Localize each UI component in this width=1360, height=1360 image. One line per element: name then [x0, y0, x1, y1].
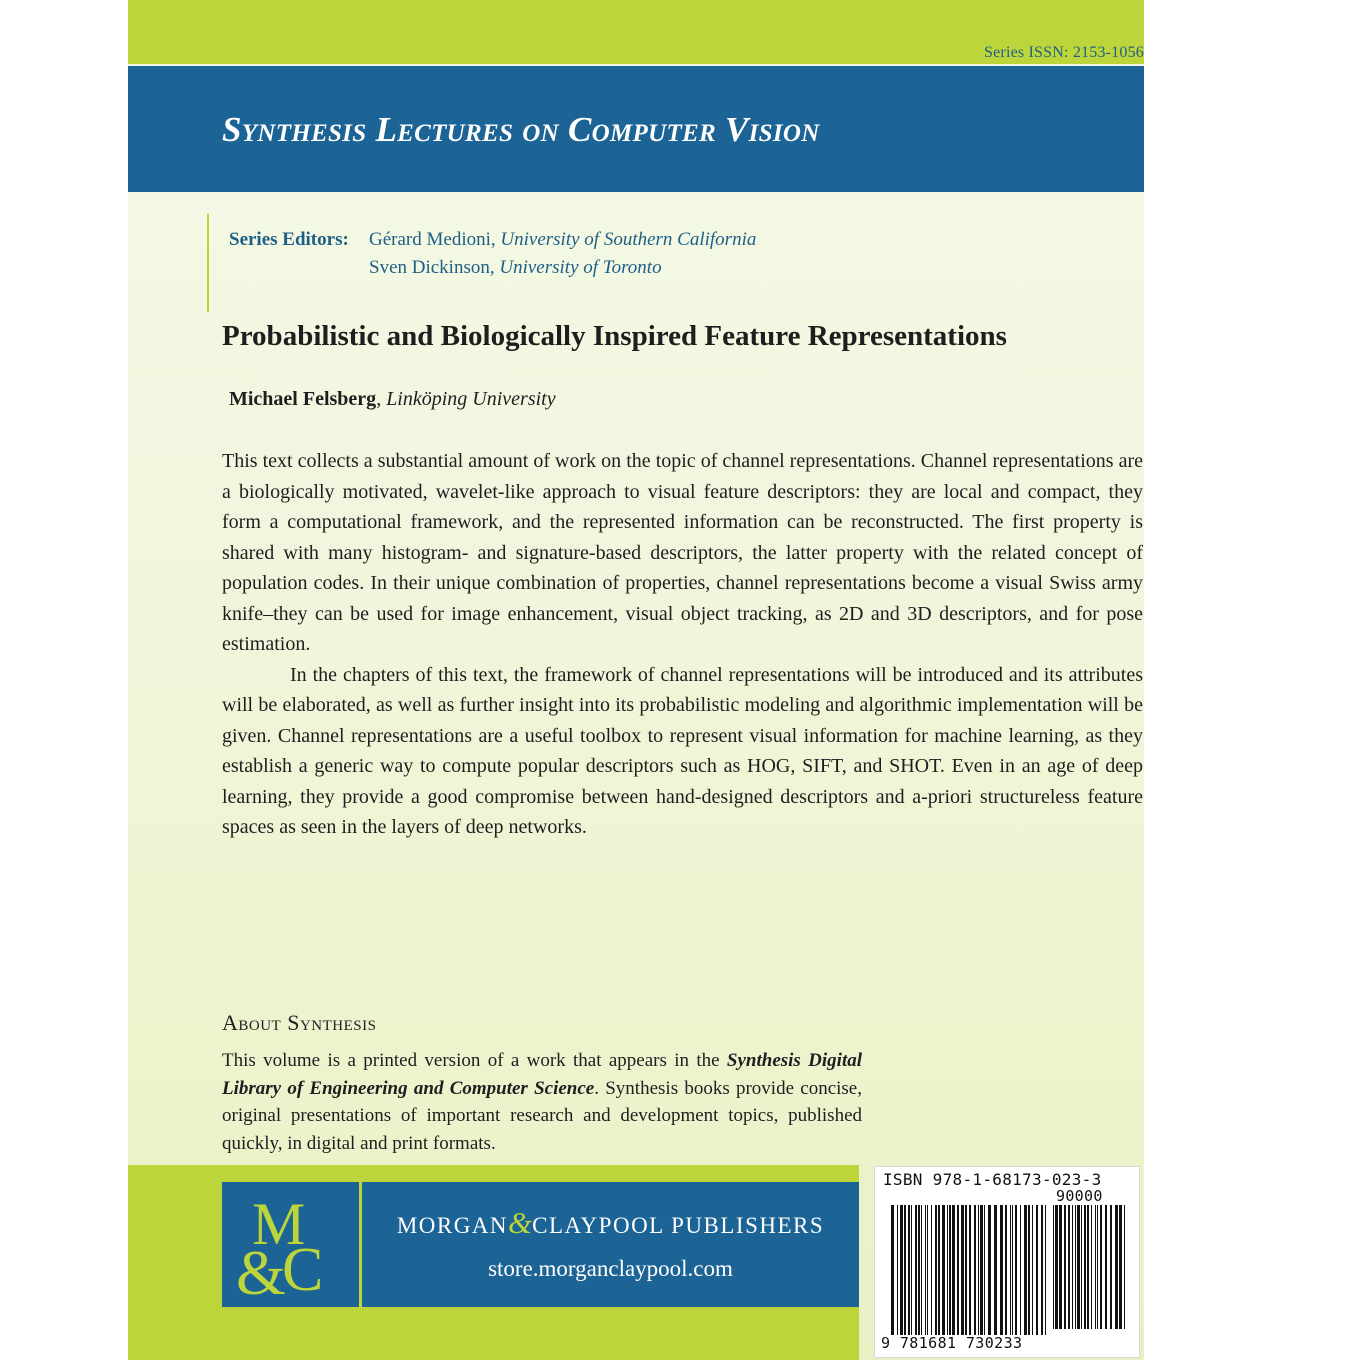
barcode-main-bars: [891, 1205, 1049, 1335]
barcode-bar: [1028, 1205, 1030, 1335]
barcode-bar: [925, 1205, 926, 1335]
publisher-url: store.morganclaypool.com: [488, 1256, 733, 1281]
abstract-paragraph: This text collects a substantial amount of work on the topic of channel representations. Channel representations are a biologically motivated, wavelet-like approach to visual feature descriptors: they are local and compact, they form a computational framework, and the represented information can be reconstructed. The first property is shared with many histogram- and signature-based descriptors, the latter property with the related concept of population codes. In their unique combination of properties, channel representations become a visual Swiss army knife–they can be used for image enhancement, visual object tracking, as 2D and 3D descriptors, and for pose estimation.: [222, 450, 1143, 655]
barcode-bar: [1010, 1205, 1011, 1335]
editor-affiliation: University of Toronto: [499, 257, 662, 278]
barcode-bar: [1055, 1205, 1058, 1329]
barcode-addon-bars: [1053, 1205, 1125, 1329]
barcode-bar: [965, 1205, 967, 1335]
accent-line: [207, 214, 209, 312]
barcode-bar: [1105, 1205, 1107, 1329]
publisher-info: [362, 1182, 859, 1307]
barcode-bar: [1059, 1205, 1062, 1329]
barcode-bar: [1024, 1205, 1027, 1335]
barcode-bar: [952, 1205, 955, 1335]
publisher-name-left: MORGAN: [396, 1213, 509, 1238]
barcode-bar: [927, 1205, 928, 1335]
barcode-bar: [1119, 1205, 1122, 1329]
barcode-bar: [1064, 1205, 1066, 1329]
barcode-bar: [974, 1205, 976, 1335]
publisher-band: [128, 1165, 859, 1360]
barcode-bar: [1005, 1205, 1007, 1335]
barcode-bar: [994, 1205, 997, 1335]
series-title-band: [128, 66, 1144, 192]
isbn-barcode: [874, 1166, 1140, 1358]
barcode-bar: [915, 1205, 917, 1335]
barcode-bar: [1091, 1205, 1092, 1329]
barcode-digits: 9 781681 730233: [881, 1334, 1023, 1352]
barcode-bar: [1097, 1205, 1098, 1329]
barcode-bar: [1015, 1205, 1017, 1335]
barcode-bar: [935, 1205, 937, 1335]
barcode-bar: [1045, 1205, 1046, 1335]
publisher-name: [362, 1205, 859, 1241]
barcode-bar: [1012, 1205, 1013, 1335]
barcode-bar: [1041, 1205, 1043, 1335]
barcode-bar: [921, 1205, 922, 1335]
barcode-bar: [1087, 1205, 1089, 1329]
barcode-bar: [949, 1205, 951, 1335]
barcode-bar: [1036, 1205, 1038, 1335]
logo-letter-m: M: [252, 1191, 306, 1257]
barcode-bar: [1100, 1205, 1102, 1329]
editor-affiliation: University of Southern California: [500, 229, 757, 250]
barcode-bar: [900, 1205, 903, 1335]
barcode-bar: [1110, 1205, 1112, 1329]
about-heading-text: About Synthesis: [222, 1010, 377, 1035]
logo-letter-c: C: [282, 1236, 324, 1304]
barcode-bar: [980, 1205, 983, 1335]
about-heading: [222, 1010, 376, 1036]
barcode-bar: [978, 1205, 979, 1335]
barcode-bar: [1068, 1205, 1070, 1329]
isbn-number: ISBN 978-1-68173-023-3: [883, 1170, 1102, 1189]
about-text: [222, 1047, 862, 1157]
about-text-part: . Synthesis books provide concise, original presentations of important research and development topics, published quickly, in digital and print formats.: [222, 1077, 862, 1154]
publisher-logo: [222, 1182, 359, 1307]
barcode-bar: [942, 1205, 945, 1335]
price-addon-code: 90000: [1056, 1187, 1103, 1205]
barcode-bar: [1115, 1205, 1118, 1329]
editor-entry: Sven Dickinson, University of Toronto: [369, 257, 662, 278]
barcode-bar: [1072, 1205, 1073, 1329]
barcode-bar: [1124, 1205, 1125, 1329]
barcode-bar: [947, 1205, 948, 1335]
barcode-bar: [969, 1205, 971, 1335]
series-title: Synthesis Lectures on Computer Vision: [222, 110, 820, 149]
barcode-bar: [1077, 1205, 1080, 1329]
barcode-bar: [931, 1205, 932, 1335]
author-affiliation: Linköping University: [386, 388, 556, 410]
editor-name: Gérard Medioni: [369, 229, 491, 250]
barcode-bar: [904, 1205, 906, 1335]
editor-entry: Gérard Medioni, University of Southern California: [369, 229, 757, 250]
barcode-bar: [1075, 1205, 1076, 1329]
barcode-bar: [961, 1205, 964, 1335]
book-title: Probabilistic and Biologically Inspired Feature Representations: [222, 320, 1007, 352]
publisher-name-right: CLAYPOOL PUBLISHERS: [532, 1213, 825, 1238]
barcode-bar: [984, 1205, 985, 1335]
barcode-bar: [938, 1205, 940, 1335]
barcode-bar: [957, 1205, 959, 1335]
author-line: Michael Felsberg, Linköping University: [229, 388, 556, 410]
logo-ampersand: &: [236, 1237, 286, 1307]
series-issn: Series ISSN: 2153-1056: [984, 44, 1144, 61]
book-back-cover: [128, 0, 1144, 1360]
barcode-bar: [1032, 1205, 1033, 1335]
mc-monogram-icon: [222, 1182, 359, 1307]
barcode-bar: [1020, 1205, 1021, 1335]
barcode-bar: [1000, 1205, 1003, 1335]
barcode-bar: [897, 1205, 898, 1335]
barcode-bar: [918, 1205, 920, 1335]
barcode-bar: [1053, 1205, 1054, 1329]
barcode-bar: [908, 1205, 910, 1335]
barcode-bar: [1084, 1205, 1086, 1329]
abstract: [222, 446, 1143, 843]
barcode-bar: [911, 1205, 912, 1335]
editor-name: Sven Dickinson: [369, 257, 490, 278]
series-editors-label: Series Editors:: [229, 229, 349, 250]
publisher-ampersand: &: [508, 1205, 533, 1240]
barcode-bar: [1081, 1205, 1082, 1329]
barcode-bar: [1095, 1205, 1096, 1329]
abstract-paragraph: In the chapters of this text, the framework of channel representations will be introduced and its attributes will be elaborated, as well as further insight into its probabilistic modeling and algorithmic implementation will be given. Channel representations are a useful toolbox to represent visual information for machine learning, as they establish a generic way to compute popular descriptors such as HOG, SIFT, and SHOT. Even in an age of deep learning, they provide a good compromise between hand-designed descriptors and a-priori structureless feature spaces as seen in the layers of deep networks.: [222, 663, 1143, 838]
about-library-name: Synthesis Digital Library of Engineering and Computer Science: [222, 1050, 862, 1099]
author-name: Michael Felsberg: [229, 388, 377, 410]
about-text-part: This volume is a printed version of a work that appears in the: [222, 1050, 727, 1071]
barcode-bar: [891, 1205, 894, 1335]
barcode-bar: [988, 1205, 991, 1335]
